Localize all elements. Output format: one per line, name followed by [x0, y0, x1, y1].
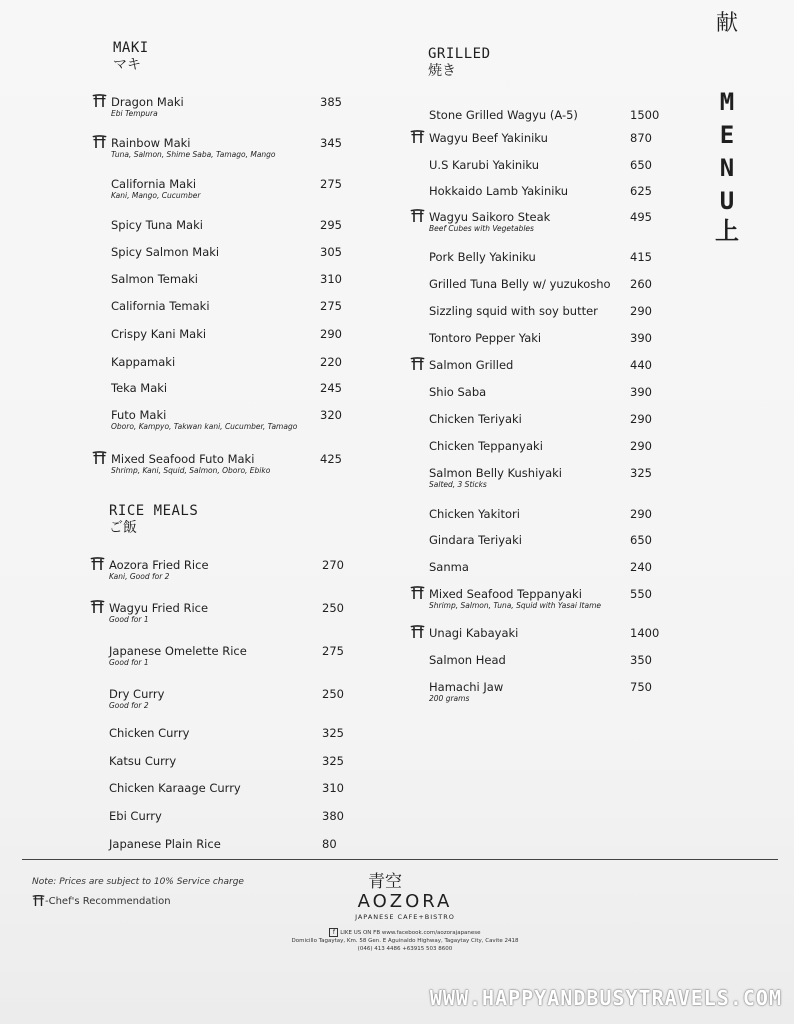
menu-item-price: 750 — [630, 680, 652, 694]
menu-item-price: 415 — [630, 250, 652, 264]
menu-item — [111, 218, 342, 232]
facebook-text: LIKE US ON FB www.facebook.com/aozorajapanese — [340, 930, 481, 936]
menu-item-description: Beef Cubes with Vegetables — [429, 224, 534, 233]
torii-gate-icon — [410, 208, 425, 222]
menu-item — [111, 245, 342, 259]
menu-item — [109, 837, 337, 851]
menu-item-price: 80 — [322, 837, 337, 851]
menu-item-name: Dry Curry — [109, 687, 165, 701]
menu-item-price: 275 — [320, 299, 342, 313]
torii-gate-icon — [92, 134, 107, 148]
menu-item-price: 650 — [630, 158, 652, 172]
menu-item-price: 310 — [320, 272, 342, 286]
menu-item-price: 240 — [630, 560, 652, 574]
menu-item-price: 1500 — [630, 108, 660, 122]
menu-item-price: 385 — [320, 95, 342, 109]
maki-title: MAKI — [113, 40, 149, 56]
menu-kanji: 献 — [715, 11, 738, 36]
menu-item-price: 495 — [630, 210, 652, 224]
torii-gate-icon — [410, 356, 425, 370]
menu-item-description: Oboro, Kampyo, Takwan kani, Cucumber, Tamago — [111, 422, 298, 431]
menu-item — [111, 327, 342, 341]
menu-item-price: 220 — [320, 355, 342, 369]
menu-item-name: Salmon Grilled — [429, 358, 514, 372]
menu-item — [111, 381, 342, 395]
menu-item — [429, 158, 652, 172]
menu-letter: M — [719, 88, 735, 116]
menu-item — [111, 452, 342, 476]
footer-divider — [22, 859, 778, 860]
torii-gate-icon — [92, 93, 107, 107]
menu-item-price: 290 — [630, 412, 652, 426]
menu-item — [429, 412, 652, 426]
torii-gate-icon — [92, 450, 107, 464]
menu-item-price: 425 — [320, 452, 342, 466]
rice-meals-header — [109, 503, 198, 537]
menu-item-name: Chicken Teriyaki — [429, 412, 522, 426]
menu-item-name: Wagyu Saikoro Steak — [429, 210, 551, 224]
menu-item-price: 250 — [322, 601, 344, 615]
menu-item-description: Good for 2 — [109, 701, 149, 710]
menu-item-price: 290 — [630, 507, 652, 521]
menu-item-price: 245 — [320, 381, 342, 395]
menu-item — [111, 408, 342, 432]
menu-item — [429, 507, 652, 521]
menu-item-name: Rainbow Maki — [111, 136, 191, 150]
menu-item — [111, 272, 342, 286]
menu-item-price: 1400 — [630, 626, 660, 640]
torii-gate-icon — [90, 599, 105, 613]
menu-item-description: Shrimp, Salmon, Tuna, Squid with Yasai Itame — [429, 601, 601, 610]
menu-item-name: Stone Grilled Wagyu (A-5) — [429, 108, 578, 122]
menu-item-price: 325 — [322, 754, 344, 768]
menu-item-price: 270 — [322, 558, 344, 572]
menu-item-price: 295 — [320, 218, 342, 232]
menu-item-name: Wagyu Fried Rice — [109, 601, 209, 615]
rice-meals-title: RICE MEALS — [109, 503, 199, 519]
menu-item — [429, 587, 652, 611]
menu-item-price: 290 — [320, 327, 342, 341]
menu-item-name: Wagyu Beef Yakiniku — [429, 131, 548, 145]
menu-item-name: Unagi Kabayaki — [429, 626, 519, 640]
menu-item — [429, 466, 652, 490]
menu-item-price: 275 — [322, 644, 344, 658]
menu-item-name: Chicken Karaage Curry — [109, 781, 241, 795]
menu-item — [429, 626, 660, 640]
vertical-menu-title — [707, 10, 747, 244]
menu-item — [429, 680, 652, 704]
menu-item — [429, 385, 652, 399]
menu-item-description: Ebi Tempura — [111, 109, 158, 118]
menu-item-name: Hamachi Jaw — [429, 680, 504, 694]
menu-item — [109, 601, 344, 625]
menu-item-name: California Maki — [111, 177, 197, 191]
menu-item — [429, 358, 652, 372]
menu-item — [111, 177, 342, 201]
menu-item-description: Kani, Mango, Cucumber — [111, 191, 201, 200]
menu-item-name: Salmon Head — [429, 653, 506, 667]
menu-item — [109, 644, 344, 668]
menu-item-name: Sanma — [429, 560, 469, 574]
address-line: Domicillo Tagaytay, Km. 58 Gen. E Aguinaldo Highway, Tagaytay City, Cavite 2418 — [291, 938, 519, 944]
menu-item-name: Gindara Teriyaki — [429, 533, 522, 547]
menu-item — [109, 781, 344, 795]
menu-item — [429, 439, 652, 453]
menu-item-price: 320 — [320, 408, 342, 422]
menu-item-name: Chicken Yakitori — [429, 507, 520, 521]
menu-item-price: 250 — [322, 687, 344, 701]
menu-item-name: Ebi Curry — [109, 809, 162, 823]
menu-item-price: 440 — [630, 358, 652, 372]
phone-line: (046) 413 4486 +63915 503 8600 — [357, 946, 453, 952]
menu-item-name: Japanese Plain Rice — [109, 837, 221, 851]
menu-item-price: 290 — [630, 304, 652, 318]
facebook-line — [260, 928, 550, 937]
torii-gate-icon — [410, 624, 425, 638]
grilled-title: GRILLED — [428, 46, 491, 62]
menu-item — [111, 299, 342, 313]
restaurant-logo-block — [291, 872, 550, 953]
menu-item-name: Shio Saba — [429, 385, 487, 399]
menu-item-name: Salmon Temaki — [111, 272, 198, 286]
menu-item-name: Chicken Curry — [109, 726, 190, 740]
menu-letters — [707, 86, 747, 218]
menu-item — [109, 754, 344, 768]
menu-item-name: Teka Maki — [111, 381, 168, 395]
watermark-text: WWW.HAPPYANDBUSYTRAVELS.COM — [429, 986, 782, 1010]
menu-item — [111, 136, 342, 160]
menu-item-price: 390 — [630, 385, 652, 399]
menu-item — [109, 687, 344, 711]
menu-item — [429, 560, 652, 574]
menu-item-name: Aozora Fried Rice — [109, 558, 209, 572]
logo-wordmark: AOZORA — [357, 891, 453, 912]
chef-recommendation-label: -Chef's Recommendation — [45, 896, 171, 907]
chef-recommendation-legend — [32, 892, 171, 907]
maki-header — [113, 40, 149, 74]
menu-item-name: Pork Belly Yakiniku — [429, 250, 536, 264]
service-charge-note: Note: Prices are subject to 10% Service charge — [32, 877, 244, 887]
menu-item-price: 650 — [630, 533, 652, 547]
menu-item — [429, 653, 652, 667]
menu-item — [109, 809, 344, 823]
menu-item-price: 290 — [630, 439, 652, 453]
torii-gate-icon — [410, 129, 425, 143]
facebook-icon: f — [329, 928, 338, 937]
torii-gate-icon — [90, 556, 105, 570]
menu-item — [109, 726, 344, 740]
menu-item-price: 275 — [320, 177, 342, 191]
menu-letter: E — [719, 121, 735, 149]
menu-item-price: 345 — [320, 136, 342, 150]
menu-item — [429, 131, 652, 145]
menu-item-description: Tuna, Salmon, Shime Saba, Tamago, Mango — [111, 150, 276, 159]
menu-item-name: Sizzling squid with soy butter — [429, 304, 598, 318]
logo-kanji: 青空 — [368, 872, 402, 892]
menu-item-name: Spicy Tuna Maki — [111, 218, 203, 232]
menu-item-description: Kani, Good for 2 — [109, 572, 170, 581]
menu-item-price: 260 — [630, 277, 652, 291]
menu-item-description: 200 grams — [429, 694, 470, 703]
menu-item-price: 350 — [630, 653, 652, 667]
menu-item-name: Spicy Salmon Maki — [111, 245, 220, 259]
menu-item-name: Mixed Seafood Teppanyaki — [429, 587, 582, 601]
menu-item-name: Crispy Kani Maki — [111, 327, 207, 341]
menu-item — [429, 304, 652, 318]
menu-item — [429, 250, 652, 264]
menu-item — [429, 210, 652, 234]
menu-item-description: Salted, 3 Sticks — [429, 480, 487, 489]
maki-title-jp: マキ — [113, 57, 141, 73]
menu-item-name: Hokkaido Lamb Yakiniku — [429, 184, 569, 198]
menu-item-description: Shrimp, Kani, Squid, Salmon, Oboro, Ebiko — [111, 466, 271, 475]
menu-item-price: 305 — [320, 245, 342, 259]
menu-letter: U — [719, 187, 735, 215]
menu-item-name: Tontoro Pepper Yaki — [429, 331, 542, 345]
menu-item — [429, 108, 660, 122]
menu-item-name: U.S Karubi Yakiniku — [429, 158, 540, 172]
torii-gate-icon — [410, 585, 425, 599]
logo-tagline: JAPANESE CAFE+BISTRO — [355, 913, 455, 921]
menu-item-description: Good for 1 — [109, 615, 149, 624]
menu-item — [429, 331, 652, 345]
torii-gate-icon — [32, 894, 45, 906]
menu-item-price: 390 — [630, 331, 652, 345]
menu-ue-kanji: 上 — [715, 217, 739, 245]
menu-item — [429, 277, 652, 291]
menu-item-price: 380 — [322, 809, 344, 823]
rice-meals-title-jp: ご飯 — [109, 520, 137, 536]
menu-item-name: Dragon Maki — [111, 95, 184, 109]
menu-item — [111, 355, 342, 369]
menu-item-name: Futo Maki — [111, 408, 167, 422]
menu-item-name: Katsu Curry — [109, 754, 177, 768]
menu-item-name: Salmon Belly Kushiyaki — [429, 466, 562, 480]
menu-item-price: 310 — [322, 781, 344, 795]
menu-item-name: Chicken Teppanyaki — [429, 439, 543, 453]
menu-item-price: 325 — [630, 466, 652, 480]
menu-item — [429, 533, 652, 547]
menu-item-name: Kappamaki — [111, 355, 176, 369]
menu-item — [429, 184, 652, 198]
menu-item — [109, 558, 344, 582]
grilled-header — [428, 46, 491, 80]
menu-letter: N — [719, 154, 735, 182]
menu-item-price: 625 — [630, 184, 652, 198]
menu-item-description: Good for 1 — [109, 658, 149, 667]
menu-item-name: California Temaki — [111, 299, 210, 313]
grilled-title-jp: 焼き — [428, 63, 456, 79]
menu-item-name: Japanese Omelette Rice — [109, 644, 247, 658]
menu-item-name: Mixed Seafood Futo Maki — [111, 452, 255, 466]
menu-item-price: 325 — [322, 726, 344, 740]
menu-item-price: 550 — [630, 587, 652, 601]
menu-item-name: Grilled Tuna Belly w/ yuzukosho — [429, 277, 611, 291]
menu-item-price: 870 — [630, 131, 652, 145]
menu-item — [111, 95, 342, 119]
